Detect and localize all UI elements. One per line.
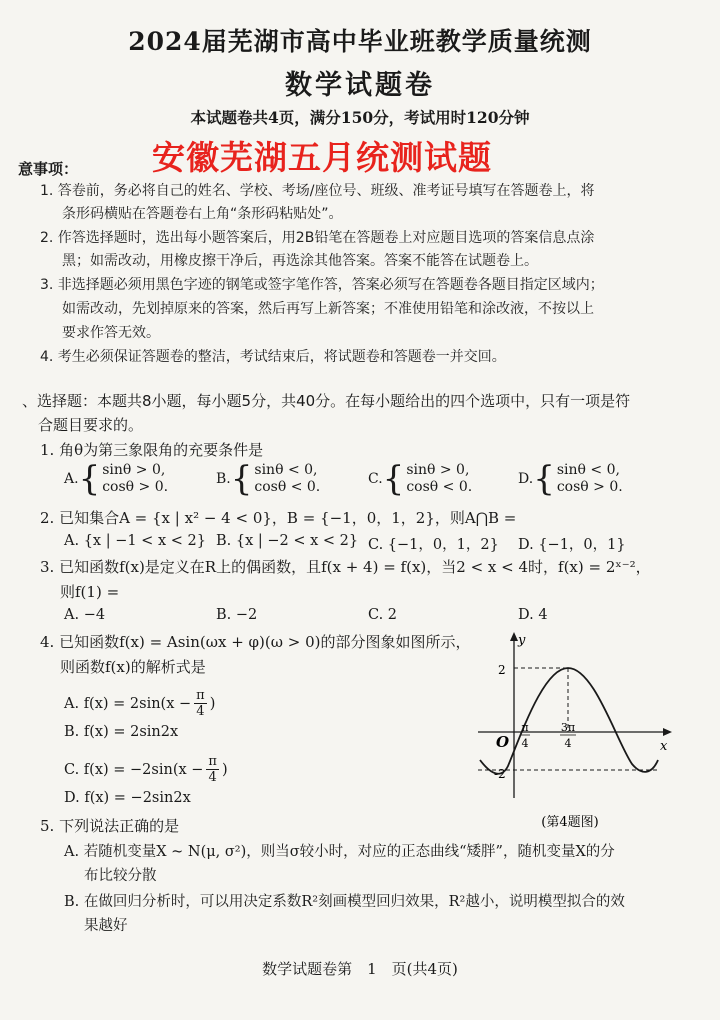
question-4-stem: 4. 已知函数f(x) = Asin(ωx + φ)(ω > 0)的部分图象如图所示， (40, 633, 471, 651)
paper-subtitle: 数学试题卷 (285, 70, 435, 101)
q4-option-b: B. f(x) = 2sin2x (64, 724, 179, 740)
question-2-stem: 2. 已知集合A = {x | x² − 4 < 0}，B = {−1，0，1，2}，则A⋂B = (40, 509, 517, 527)
q5-option-a: A. 若随机变量X ~ N(μ, σ²)，则当σ较小时，对应的正态曲线“矮胖”，随机变量X的分 (64, 844, 615, 860)
q3-option-b: B. −2 (216, 607, 258, 623)
question-3-stem: 3. 已知函数f(x)是定义在R上的偶函数，且f(x + 4) = f(x)，当2 < x < 4时，f(x) = 2ˣ⁻²， (40, 558, 651, 576)
tick-3pi-4-den: 4 (564, 737, 572, 750)
notice-line: 条形码横贴在答题卷右上角“条形码粘贴处”。 (62, 206, 343, 222)
red-overlay-title: 安徽芜湖五月统测试题 (152, 138, 492, 177)
q5-option-a-cont: 布比较分散 (84, 868, 157, 884)
figure-caption: (第4题图) (541, 815, 599, 830)
q3-option-a: A. −4 (64, 607, 106, 623)
exam-info: 本试题卷共4页，满分150分，考试用时120分钟 (190, 108, 530, 127)
y-axis-label: y (518, 633, 526, 648)
y-min-label: -2 (494, 767, 506, 781)
tick-pi-4-num: π (521, 721, 529, 734)
q1-option-a: A. { sinθ > 0, cosθ > 0. (64, 459, 169, 499)
origin-label: O (496, 733, 510, 751)
notice-line: 3. 非选择题必须用黑色字迹的钢笔或签字笔作答，答案必须写在答题卷各题目指定区域内； (40, 277, 604, 293)
question-4-stem-cont: 则函数f(x)的解析式是 (60, 658, 206, 676)
y-axis-arrow (510, 632, 518, 641)
q4-graph (470, 628, 680, 838)
section-heading: 、选择题：本题共8小题，每小题5分，共40分。在每小题给出的四个选项中，只有一项是符 (22, 392, 631, 410)
question-1-stem: 1. 角θ为第三象限角的充要条件是 (40, 441, 264, 459)
notice-line: 黑；如需改动，用橡皮擦干净后，再选涂其他答案。答案不能答在试题卷上。 (62, 253, 538, 269)
q2-option-c: C. {−1，0，1，2} (368, 537, 499, 553)
x-axis-arrow (663, 728, 672, 736)
notice-line: 1. 答卷前，务必将自己的姓名、学校、考场/座位号、班级、准考证号填写在答题卷上，将 (40, 183, 595, 199)
notice-heading: 意事项： (18, 160, 79, 178)
section-heading-cont: 合题目要求的。 (38, 416, 144, 434)
q4-option-a: A. f(x) = 2sin(x − $\frac{\pi}{4}$ ) (64, 688, 216, 719)
q4-option-c: C. f(x) = −2sin(x − $\frac{\pi}{4}$ ) (64, 754, 228, 785)
q4-option-d: D. f(x) = −2sin2x (64, 790, 191, 806)
page-footer: 数学试题卷第 1 页(共4页) (262, 960, 458, 978)
q1-option-d: D. { sinθ < 0, cosθ > 0. (518, 459, 623, 499)
q5-option-b-cont: 果越好 (84, 918, 128, 934)
notice-line: 4. 考生必须保证答题卷的整洁，考试结束后，将试题卷和答题卷一并交回。 (40, 349, 506, 365)
y-max-label: 2 (498, 663, 506, 677)
tick-pi-4-den: 4 (521, 737, 529, 750)
q3-option-d: D. 4 (518, 607, 548, 623)
question-3-stem-cont: 则f(1) = (60, 583, 120, 601)
tick-3pi-4-num: 3π (560, 721, 576, 734)
notice-line: 2. 作答选择题时，选出每小题答案后，用2B铅笔在答题卷上对应题目选项的答案信息点涂 (40, 230, 595, 246)
q2-option-a: A. {x | −1 < x < 2} (64, 533, 206, 549)
q2-option-d: D. {−1，0，1} (518, 537, 626, 553)
x-axis-label: x (660, 739, 668, 754)
q3-option-c: C. 2 (368, 607, 398, 623)
q1-option-c: C. { sinθ > 0, cosθ < 0. (368, 459, 473, 499)
question-5-stem: 5. 下列说法正确的是 (40, 817, 180, 835)
notice-line: 要求作答无效。 (62, 325, 160, 341)
q1-option-b: B. { sinθ < 0, cosθ < 0. (216, 459, 321, 499)
q2-option-b: B. {x | −2 < x < 2} (216, 533, 359, 549)
q5-option-b: B. 在做回归分析时，可以用决定系数R²刻画模型回归效果，R²越小，说明模型拟合的效 (64, 894, 625, 910)
notice-line: 如需改动，先划掉原来的答案，然后再写上新答案；不准使用铅笔和涂改液，不按以上 (62, 301, 594, 317)
exam-title: 2024届芜湖市高中毕业班教学质量统测 (128, 27, 592, 56)
